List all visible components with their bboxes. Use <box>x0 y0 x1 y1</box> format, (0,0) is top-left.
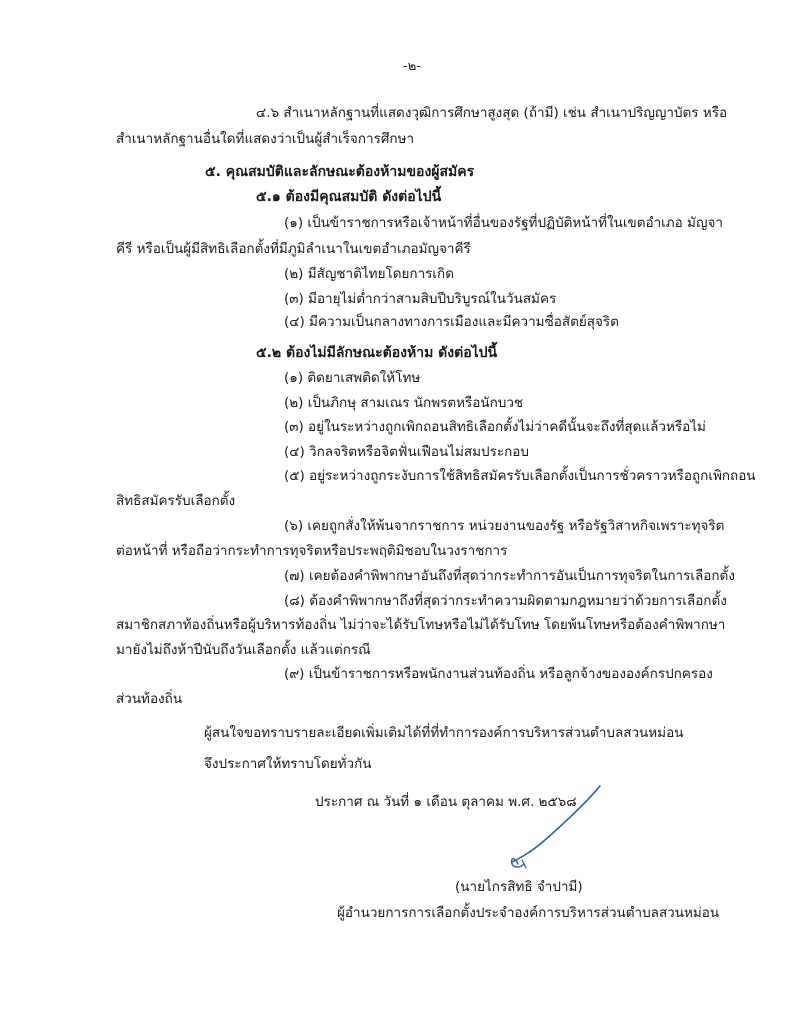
s52-item7: (๗) เคยต้องคำพิพากษาอันถึงที่สุดว่ากระทำการอันเป็นการทุจริตในการเลือกตั้ง <box>284 568 735 584</box>
announce-text: จึงประกาศให้ทราบโดยทั่วกัน <box>204 756 372 772</box>
s52-item5-line2: สิทธิสมัครรับเลือกตั้ง <box>116 493 236 509</box>
s52-item9-line1: (๙) เป็นข้าราชการหรือพนักงานส่วนท้องถิ่น หรือลูกจ้างขององค์กรปกครอง <box>284 666 713 682</box>
s51-item1-line1: (๑) เป็นข้าราชการหรือเจ้าหน้าที่อื่นของรัฐที่ปฏิบัติหน้าที่ในเขตอำเภอ มัญจา <box>284 215 723 231</box>
s52-item5-line1: (๕) อยู่ระหว่างถูกระงับการใช้สิทธิสมัครรับเลือกตั้งเป็นการชั่วคราวหรือถูกเพิกถอน <box>284 468 756 484</box>
section-5-1-heading: ๕.๑ ต้องมีคุณสมบัติ ดังต่อไปนี้ <box>256 189 442 205</box>
item-4-6-line2: สำเนาหลักฐานอื่นใดที่แสดงว่าเป็นผู้สำเร็จการศึกษา <box>116 131 415 147</box>
s52-item8-line2: สมาชิกสภาท้องถิ่นหรือผู้บริหารท้องถิ่น ไม่ว่าจะได้รับโทษหรือไม่ได้รับโทษ โดยพ้นโทษหรือต้องคำพิพากษา <box>116 617 726 633</box>
s52-item4: (๔) วิกลจริตหรือจิตฟั่นเฟือนไม่สมประกอบ <box>284 444 529 460</box>
section-5-2-heading: ๕.๒ ต้องไม่มีลักษณะต้องห้าม ดังต่อไปนี้ <box>256 345 498 361</box>
inquiry-text: ผู้สนใจขอทราบรายละเอียดเพิ่มเติมได้ที่ที่ทำการองค์การบริหารส่วนตำบลสวนหม่อน <box>204 725 684 741</box>
s51-item3: (๓) มีอายุไม่ต่ำกว่าสามสิบปีบริบูรณ์ในวันสมัคร <box>284 291 557 307</box>
s51-item4: (๔) มีความเป็นกลางทางการเมืองและมีความซื่อสัตย์สุจริต <box>284 314 619 330</box>
s52-item8-line1: (๘) ต้องคำพิพากษาถึงที่สุดว่ากระทำความผิดตามกฎหมายว่าด้วยการเลือกตั้ง <box>284 593 727 609</box>
s52-item3: (๓) อยู่ในระหว่างถูกเพิกถอนสิทธิเลือกตั้งไม่ว่าคดีนั้นจะถึงที่สุดแล้วหรือไม่ <box>284 419 706 435</box>
signature-image <box>500 778 610 873</box>
s51-item2: (๒) มีสัญชาติไทยโดยการเกิด <box>284 266 454 282</box>
s52-item9-line2: ส่วนท้องถิ่น <box>116 691 183 707</box>
s52-item2: (๒) เป็นภิกษุ สามเณร นักพรตหรือนักบวช <box>284 395 524 411</box>
page-number: -๒- <box>403 59 421 74</box>
signer-position: ผู้อำนวยการการเลือกตั้งประจำองค์การบริหารส่วนตำบลสวนหม่อน <box>337 905 720 921</box>
s52-item1: (๑) ติดยาเสพติดให้โทษ <box>284 370 421 386</box>
s51-item1-line2: คีรี หรือเป็นผู้มีสิทธิเลือกตั้งที่มีภูมิลำเนาในเขตอำเภอมัญจาคีรี <box>116 241 471 257</box>
section-5-heading: ๕. คุณสมบัติและลักษณะต้องห้ามของผู้สมัคร <box>205 164 475 180</box>
signer-name: (นายไกรสิทธิ จำปามี) <box>455 879 583 895</box>
s52-item6-line1: (๖) เคยถูกสั่งให้พ้นจากราชการ หน่วยงานของรัฐ หรือรัฐวิสาหกิจเพราะทุจริต <box>284 518 725 534</box>
item-4-6-line1: ๔.๖ สำเนาหลักฐานที่แสดงวุฒิการศึกษาสูงสุด (ถ้ามี) เช่น สำเนาปริญญาบัตร หรือ <box>256 105 728 121</box>
announcement-date: ประกาศ ณ วันที่ ๑ เดือน ตุลาคม พ.ศ. ๒๕๖๘ <box>315 794 577 810</box>
s52-item6-line2: ต่อหน้าที่ หรือถือว่ากระทำการทุจริตหรือประพฤติมิชอบในวงราชการ <box>116 543 508 559</box>
s52-item8-line3: มายังไม่ถึงห้าปีนับถึงวันเลือกตั้ง แล้วแต่กรณี <box>116 642 371 658</box>
